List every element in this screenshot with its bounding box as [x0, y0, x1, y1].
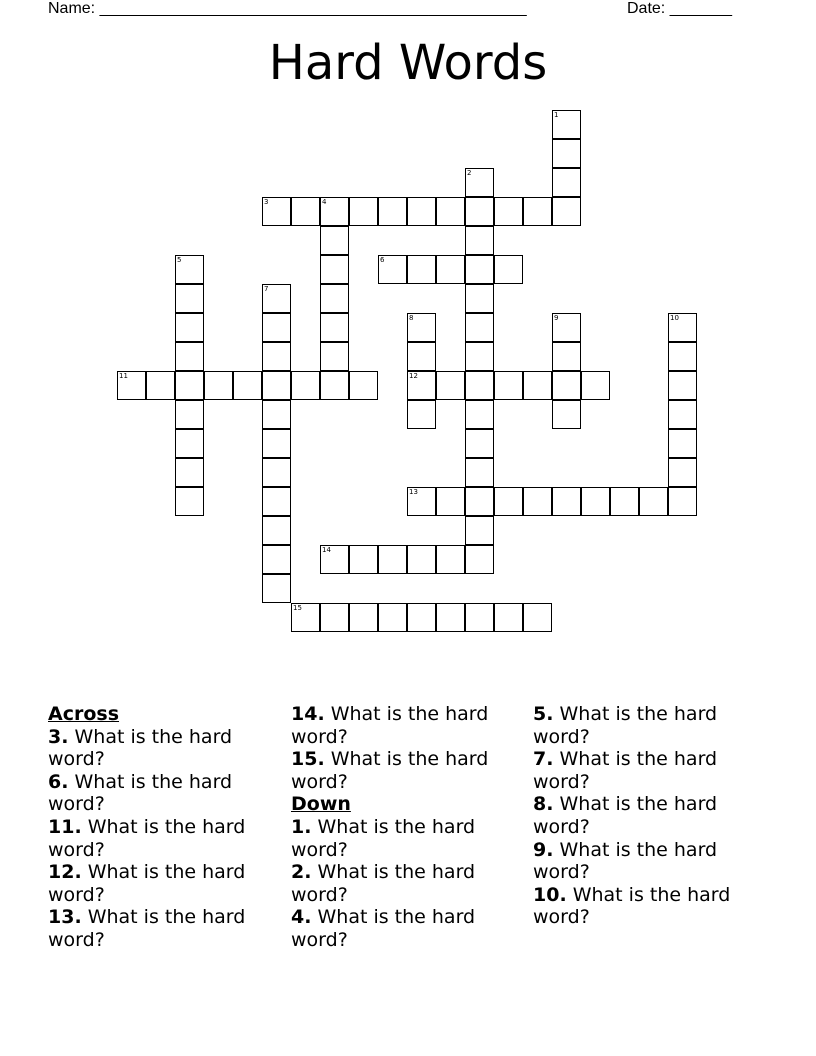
- clue-number: 12.: [48, 861, 82, 884]
- cell-number: 3: [264, 198, 269, 206]
- grid-cell[interactable]: [465, 516, 494, 545]
- cell-number: 4: [322, 198, 327, 206]
- grid-cell[interactable]: [407, 342, 436, 371]
- grid-cell[interactable]: [465, 168, 494, 197]
- grid-cell[interactable]: [407, 400, 436, 429]
- grid-cell[interactable]: [436, 545, 465, 574]
- grid-cell[interactable]: [262, 313, 291, 342]
- grid-cell[interactable]: [175, 371, 204, 400]
- clue-text: What is the hard word?: [48, 906, 246, 951]
- grid-cell[interactable]: [465, 371, 494, 400]
- clue-number: 10.: [533, 883, 567, 906]
- clue-text: What is the hard word?: [533, 703, 718, 748]
- grid-cell[interactable]: [581, 371, 610, 400]
- clue-across-3: [48, 726, 276, 771]
- grid-cell[interactable]: [581, 487, 610, 516]
- grid-cell[interactable]: [552, 168, 581, 197]
- grid-cell[interactable]: [407, 603, 436, 632]
- grid-cell[interactable]: [494, 255, 523, 284]
- clue-text: What is the hard word?: [291, 748, 489, 793]
- grid-cell[interactable]: [175, 429, 204, 458]
- clue-number: 14.: [291, 703, 325, 725]
- clue-down-1: [291, 816, 519, 861]
- clue-down-10: [533, 884, 761, 929]
- cell-number: 14: [322, 546, 331, 554]
- grid-cell[interactable]: [668, 487, 697, 516]
- grid-cell[interactable]: [349, 603, 378, 632]
- clue-text: What is the hard word?: [291, 703, 489, 748]
- grid-cell[interactable]: [146, 371, 175, 400]
- grid-cell[interactable]: [465, 458, 494, 487]
- clue-text: What is the hard word?: [291, 861, 476, 906]
- grid-cell[interactable]: [436, 255, 465, 284]
- grid-cell[interactable]: [378, 603, 407, 632]
- grid-cell[interactable]: [262, 371, 291, 400]
- clue-number: 5.: [533, 703, 554, 725]
- grid-cell[interactable]: [407, 545, 436, 574]
- grid-cell[interactable]: [262, 429, 291, 458]
- clue-text: What is the hard word?: [48, 815, 246, 861]
- grid-cell[interactable]: [552, 139, 581, 168]
- grid-cell[interactable]: [523, 197, 552, 226]
- grid-cell[interactable]: [552, 110, 581, 139]
- clue-text: What is the hard word?: [48, 770, 233, 816]
- grid-cell[interactable]: [320, 197, 349, 226]
- grid-cell[interactable]: [494, 371, 523, 400]
- grid-cell[interactable]: [552, 313, 581, 342]
- clue-text: What is the hard word?: [533, 748, 718, 793]
- grid-cell[interactable]: [610, 487, 639, 516]
- grid-cell[interactable]: [668, 400, 697, 429]
- cell-number: 9: [554, 314, 559, 322]
- name-field[interactable]: Name: ________________________________________________: [48, 0, 527, 17]
- clue-down-9: [533, 839, 761, 884]
- clue-column-1: [48, 703, 276, 952]
- clue-number: 6.: [48, 770, 69, 793]
- grid-cell[interactable]: [465, 400, 494, 429]
- cell-number: 7: [264, 285, 269, 293]
- grid-cell[interactable]: [552, 371, 581, 400]
- grid-cell[interactable]: [262, 574, 291, 603]
- clue-across-12: [48, 861, 276, 906]
- clue-across-14: [291, 703, 519, 748]
- clue-across-11: [48, 816, 276, 861]
- grid-cell[interactable]: [668, 458, 697, 487]
- grid-cell[interactable]: [320, 226, 349, 255]
- clue-text: What is the hard word?: [48, 725, 233, 771]
- cell-number: 5: [177, 256, 182, 264]
- clue-text: What is the hard word?: [533, 793, 718, 838]
- clue-text: What is the hard word?: [291, 815, 476, 861]
- cell-number: 13: [409, 488, 418, 496]
- grid-cell[interactable]: [465, 603, 494, 632]
- clue-number: 4.: [291, 906, 312, 929]
- grid-cell[interactable]: [262, 487, 291, 516]
- grid-cell[interactable]: [465, 197, 494, 226]
- grid-cell[interactable]: [378, 197, 407, 226]
- grid-cell[interactable]: [233, 371, 262, 400]
- cell-number: 1: [554, 111, 559, 119]
- clue-down-2: [291, 861, 519, 906]
- grid-cell[interactable]: [175, 458, 204, 487]
- grid-cell[interactable]: [262, 400, 291, 429]
- grid-cell[interactable]: [262, 342, 291, 371]
- grid-cell[interactable]: [494, 603, 523, 632]
- clue-number: 2.: [291, 861, 312, 884]
- cell-number: 15: [293, 604, 302, 612]
- grid-cell[interactable]: [523, 487, 552, 516]
- grid-cell[interactable]: [668, 429, 697, 458]
- clue-down-7: [533, 748, 761, 793]
- grid-cell[interactable]: [320, 545, 349, 574]
- clue-down-4: [291, 906, 519, 951]
- grid-cell[interactable]: [465, 313, 494, 342]
- grid-cell[interactable]: [262, 284, 291, 313]
- grid-cell[interactable]: [494, 487, 523, 516]
- clue-number: 13.: [48, 906, 82, 929]
- clue-text: What is the hard word?: [291, 906, 476, 951]
- grid-cell[interactable]: [320, 342, 349, 371]
- cell-number: 6: [380, 256, 385, 264]
- across-heading: Across: [48, 703, 120, 725]
- clue-column-2: [291, 703, 519, 952]
- grid-cell[interactable]: [436, 197, 465, 226]
- grid-cell[interactable]: [175, 342, 204, 371]
- grid-cell[interactable]: [465, 545, 494, 574]
- grid-cell[interactable]: [175, 400, 204, 429]
- clue-down-8: [533, 793, 761, 838]
- grid-cell[interactable]: [349, 197, 378, 226]
- grid-cell[interactable]: [320, 313, 349, 342]
- grid-cell[interactable]: [407, 487, 436, 516]
- grid-cell[interactable]: [291, 603, 320, 632]
- clue-number: 8.: [533, 793, 554, 816]
- clue-column-3: [533, 703, 761, 929]
- clue-number: 9.: [533, 838, 554, 861]
- cell-number: 2: [467, 169, 472, 177]
- grid-cell[interactable]: [465, 226, 494, 255]
- grid-cell[interactable]: [668, 371, 697, 400]
- grid-cell[interactable]: [668, 342, 697, 371]
- grid-cell[interactable]: [465, 255, 494, 284]
- grid-cell[interactable]: [523, 603, 552, 632]
- grid-cell[interactable]: [552, 197, 581, 226]
- clue-number: 15.: [291, 748, 325, 771]
- cell-number: 8: [409, 314, 414, 322]
- grid-cell[interactable]: [465, 342, 494, 371]
- grid-cell[interactable]: [436, 487, 465, 516]
- grid-cell[interactable]: [378, 545, 407, 574]
- grid-cell[interactable]: [320, 603, 349, 632]
- grid-cell[interactable]: [291, 371, 320, 400]
- clue-text: What is the hard word?: [533, 838, 718, 884]
- clue-across-13: [48, 906, 276, 951]
- grid-cell[interactable]: [320, 284, 349, 313]
- grid-cell[interactable]: [291, 197, 320, 226]
- grid-cell[interactable]: [668, 313, 697, 342]
- grid-cell[interactable]: [378, 255, 407, 284]
- clue-across-15: [291, 748, 519, 793]
- grid-cell[interactable]: [175, 313, 204, 342]
- grid-cell[interactable]: [552, 400, 581, 429]
- grid-cell[interactable]: [465, 487, 494, 516]
- grid-cell[interactable]: [320, 371, 349, 400]
- grid-cell[interactable]: [262, 516, 291, 545]
- grid-cell[interactable]: [407, 371, 436, 400]
- clue-text: What is the hard word?: [533, 883, 731, 929]
- cell-number: 11: [119, 372, 128, 380]
- grid-cell[interactable]: [552, 342, 581, 371]
- page-title: Hard Words: [268, 35, 548, 91]
- clue-number: 11.: [48, 815, 82, 838]
- cell-number: 10: [670, 314, 679, 322]
- grid-cell[interactable]: [407, 197, 436, 226]
- date-field[interactable]: Date: _______: [627, 0, 732, 17]
- grid-cell[interactable]: [262, 197, 291, 226]
- grid-cell[interactable]: [349, 371, 378, 400]
- grid-cell[interactable]: [639, 487, 668, 516]
- down-heading: Down: [291, 793, 351, 816]
- grid-cell[interactable]: [175, 255, 204, 284]
- grid-cell[interactable]: [349, 545, 378, 574]
- grid-cell[interactable]: [117, 371, 146, 400]
- grid-cell[interactable]: [175, 487, 204, 516]
- clue-number: 1.: [291, 815, 312, 838]
- clue-number: 7.: [533, 748, 554, 771]
- clue-down-5: [533, 703, 761, 748]
- grid-cell[interactable]: [175, 284, 204, 313]
- grid-cell[interactable]: [262, 545, 291, 574]
- grid-cell[interactable]: [436, 371, 465, 400]
- grid-cell[interactable]: [552, 487, 581, 516]
- clue-number: 3.: [48, 725, 69, 748]
- cell-number: 12: [409, 372, 418, 380]
- grid-cell[interactable]: [407, 255, 436, 284]
- grid-cell[interactable]: [523, 371, 552, 400]
- grid-cell[interactable]: [465, 429, 494, 458]
- grid-cell[interactable]: [465, 284, 494, 313]
- clue-across-6: [48, 771, 276, 816]
- grid-cell[interactable]: [262, 458, 291, 487]
- grid-cell[interactable]: [494, 197, 523, 226]
- grid-cell[interactable]: [407, 313, 436, 342]
- grid-cell[interactable]: [320, 255, 349, 284]
- grid-cell[interactable]: [204, 371, 233, 400]
- clue-text: What is the hard word?: [48, 861, 246, 906]
- grid-cell[interactable]: [436, 603, 465, 632]
